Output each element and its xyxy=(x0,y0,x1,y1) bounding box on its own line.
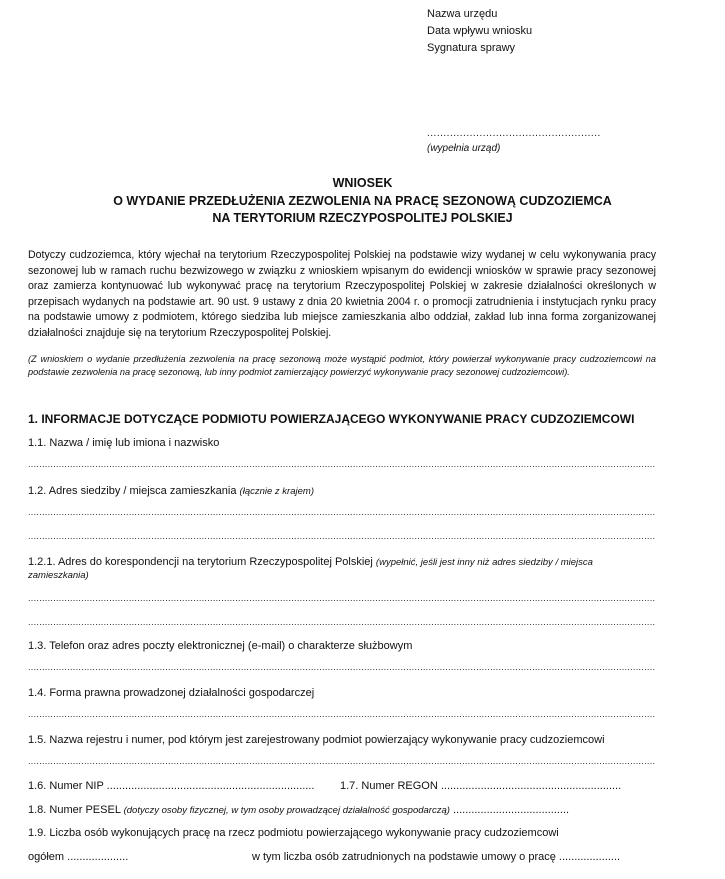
field-1-4-input[interactable] xyxy=(28,709,656,719)
receipt-date-label: Data wpływu wniosku xyxy=(427,25,533,37)
field-1-8-pesel[interactable] xyxy=(28,804,569,816)
field-1-7-regon[interactable]: 1.7. Numer REGON ........................................................... xyxy=(340,780,622,792)
section-1-heading: 1. INFORMACJE DOTYCZĄCE PODMIOTU POWIERZAJĄCEGO WYKONYWANIE PRACY CUDZOZIEMCOWI xyxy=(28,412,635,426)
field-1-2-input-line1[interactable] xyxy=(28,507,656,517)
field-1-1-label: 1.1. Nazwa / imię lub imiona i nazwisko xyxy=(28,437,220,449)
field-1-2-text: 1.2. Adres siedziby / miejsca zamieszkania xyxy=(28,485,237,497)
field-1-2-input-line2[interactable] xyxy=(28,531,656,541)
form-subtitle-1: O WYDANIE PRZEDŁUŻENIA ZEZWOLENIA NA PRACĘ SEZONOWĄ CUDZOZIEMCA xyxy=(113,194,612,208)
form-subtitle-2: NA TERYTORIUM RZECZYPOSPOLITEJ POLSKIEJ xyxy=(212,211,513,225)
field-1-2-1-input-line1[interactable] xyxy=(28,593,656,603)
field-1-2-1-label xyxy=(28,556,656,582)
intro-note: (Z wnioskiem o wydanie przedłużenia zezwolenia na pracę sezonową może wystąpić podmiot, który powierzał wykonywanie pracy cudzoziemcowi na podstawie zezwolenia na pracę sezonową, lub inny podmiot zamierzający powierzyć wykonywanie pracy sezonowej cudzoziemcowi). xyxy=(28,354,656,378)
form-title: WNIOSEK xyxy=(332,176,393,190)
field-1-2-1-text: 1.2.1. Adres do korespondencji na terytorium Rzeczypospolitej Polskiej xyxy=(28,556,373,568)
office-name-label: Nazwa urzędu xyxy=(427,8,498,20)
field-1-4-label: 1.4. Forma prawna prowadzonej działalności gospodarczej xyxy=(28,687,315,699)
field-1-2-note: (łącznie z krajem) xyxy=(239,486,314,497)
field-1-2-label xyxy=(28,485,314,497)
office-fill-line[interactable]: ..................................................... xyxy=(427,128,601,139)
office-fill-note: (wypełnia urząd) xyxy=(427,143,501,154)
field-1-3-input[interactable] xyxy=(28,662,656,672)
intro-paragraph: Dotyczy cudzoziemca, który wjechał na terytorium Rzeczypospolitej Polskiej na podstawie wizy wydanej w celu wykonywania pracy sezonowej lub w ramach ruchu bezwizowego w związku z wnioskiem wpisanym do ewidencji wniosków w sprawie pracy sezonowej oraz zamierza kontynuować lub wykonywać pracę na terytorium Rzeczypospolitej Polskiej w zakresie działalności określonych w przepisach wydanych na podstawie art. 90 ust. 9 ustawy z dnia 20 kwietnia 2004 r. o promocji zatrudnienia i instytucjach rynku pracy na podstawie umowy z podmiotem, którego siedziba lub miejsce zamieszkania albo oddział, zakład lub inna forma zorganizowanej działalności znajduje się na terytorium Rzeczypospolitej Polskiej. xyxy=(28,249,656,339)
field-1-2-1-note: (wypełnić, jeśli jest inny niż adres siedziby / miejsca zamieszkania) xyxy=(28,557,593,581)
field-1-9-employed[interactable]: w tym liczba osób zatrudnionych na podstawie umowy o pracę .................... xyxy=(252,851,621,863)
field-1-9-label: 1.9. Liczba osób wykonujących pracę na rzecz podmiotu powierzającego wykonywanie pracy cudzoziemcowi xyxy=(28,827,559,839)
field-1-6-nip[interactable]: 1.6. Numer NIP .................................................................... xyxy=(28,780,315,792)
field-1-8-text: 1.8. Numer PESEL xyxy=(28,804,121,816)
field-1-5-label: 1.5. Nazwa rejestru i numer, pod którym jest zarejestrowany podmiot powierzający wykonywanie pracy cudzoziemcowi xyxy=(28,734,605,746)
field-1-2-1-input-line2[interactable] xyxy=(28,617,656,627)
field-1-9-total[interactable]: ogółem .................... xyxy=(28,851,129,863)
case-signature-label: Sygnatura sprawy xyxy=(427,42,516,54)
field-1-1-input[interactable] xyxy=(28,459,656,469)
field-1-5-input[interactable] xyxy=(28,756,656,766)
field-1-3-label: 1.3. Telefon oraz adres poczty elektronicznej (e-mail) o charakterze służbowym xyxy=(28,640,413,652)
field-1-8-note: (dotyczy osoby fizycznej, w tym osoby prowadzącej działalność gospodarczą) xyxy=(123,805,450,816)
field-1-8-dots: ...................................... xyxy=(452,804,570,816)
office-info xyxy=(427,6,532,57)
